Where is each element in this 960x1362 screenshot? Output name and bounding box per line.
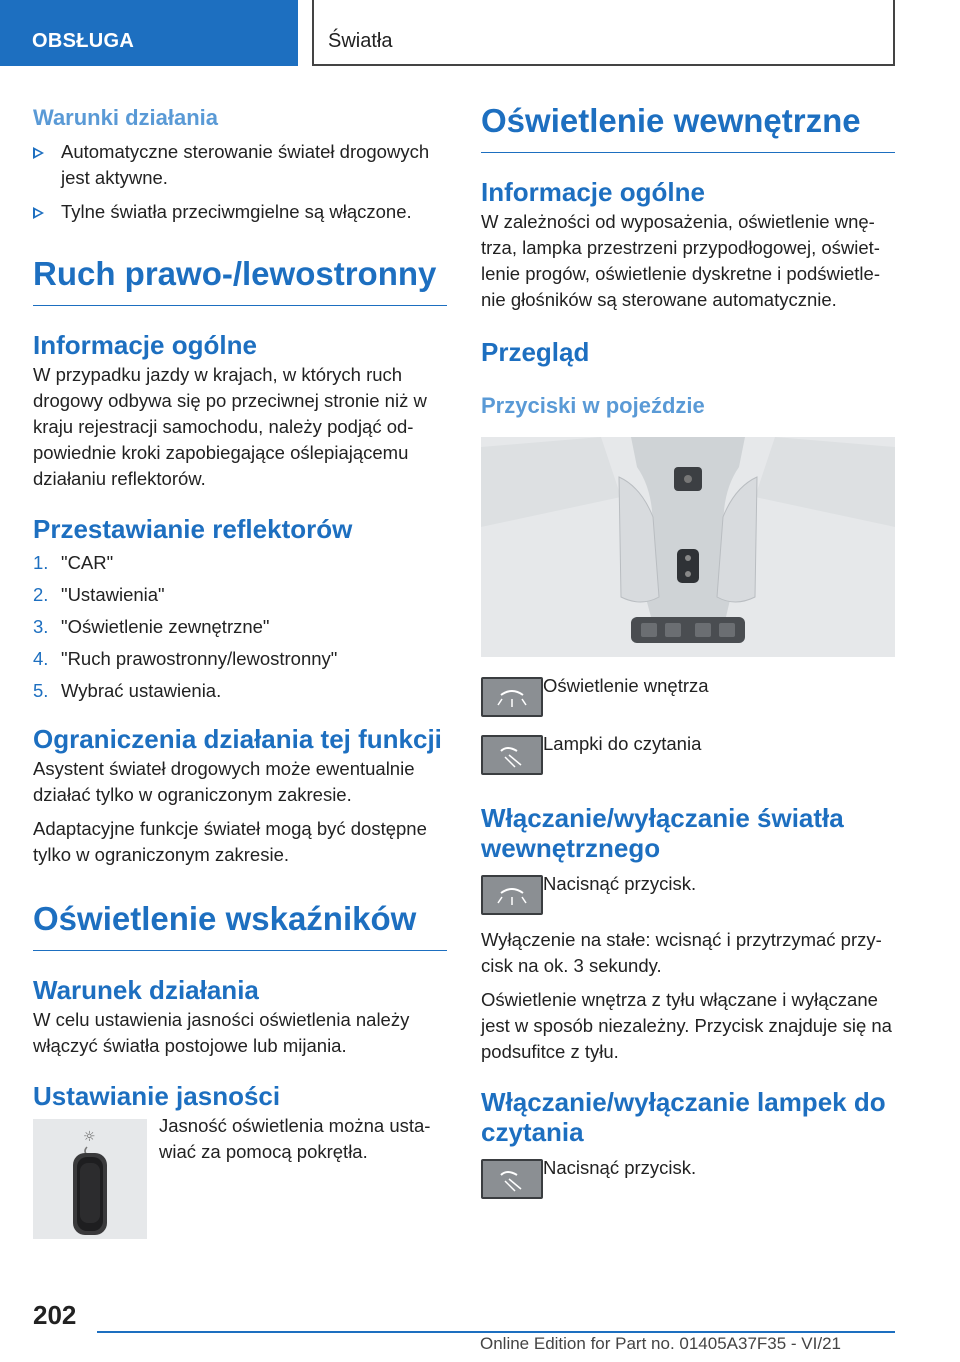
reading-lights-label: Lampki do czytania bbox=[543, 733, 702, 754]
right-column bbox=[481, 100, 895, 1199]
brightness-row bbox=[33, 1115, 447, 1239]
overhead-console-photo bbox=[481, 437, 895, 657]
left-column bbox=[33, 100, 447, 1239]
page-header bbox=[0, 0, 960, 66]
interior-light-icon bbox=[481, 677, 543, 717]
interior-general-heading: Informacje ogólne bbox=[481, 177, 705, 207]
brightness-heading: Ustawianie jasności bbox=[33, 1081, 281, 1111]
limits-heading: Ograniczenia działania tej funkcji bbox=[33, 724, 442, 754]
page-number: 202 bbox=[33, 1300, 77, 1330]
reading-light-icon bbox=[481, 735, 543, 775]
interior-light-label: Oświetlenie wnętrza bbox=[543, 675, 709, 696]
limits-text-1: Asystent świateł drogowych może ewentualnie działać tylko w ograniczonym zakresie. bbox=[33, 758, 415, 805]
reading-lights-row bbox=[481, 735, 895, 775]
brightness-text: Jasność oświetlenia można usta-wiać za pomocą pokrętła. bbox=[159, 1115, 431, 1162]
condition-text: W celu ustawienia jasności oświetlenia należy włączyć światła postojowe lub mijania. bbox=[33, 1009, 410, 1056]
triangle-bullet-icon bbox=[33, 147, 44, 159]
conditions-item: Tylne światła przeciwmgielne są włączone. bbox=[33, 199, 447, 225]
edition-text: Online Edition for Part no. 01405A37F35 - VI/21 bbox=[480, 1334, 842, 1353]
brightness-knob-image bbox=[33, 1119, 147, 1239]
limits-text-2: Adaptacyjne funkcje świateł mogą być dostępne tylko w ograniczonym zakresie. bbox=[33, 818, 427, 865]
general-info-text: W przypadku jazdy w krajach, w których ruch drogowy odbywa się po przeciwnej stronie niż w kraju rejestracji samochodu, należy podjąć od-powiednie kroki zapobiegające oślepiającemu działaniu reflektorów. bbox=[33, 364, 427, 489]
step-item: 2. "Ustawienia" bbox=[33, 584, 165, 605]
condition-heading: Warunek działania bbox=[33, 975, 259, 1005]
triangle-bullet-icon bbox=[33, 207, 44, 219]
dimmer-wheel-icon bbox=[33, 1119, 147, 1239]
chapter-title: Światła bbox=[312, 0, 895, 66]
conditions-item: Automatyczne sterowanie świateł drogowych jest aktywne. bbox=[33, 139, 447, 191]
interior-light-icon bbox=[481, 875, 543, 915]
step-item: 3. "Oświetlenie zewnętrzne" bbox=[33, 616, 270, 637]
conditions-heading: Warunki działania bbox=[33, 105, 219, 130]
headlight-adjust-heading: Przestawianie reflektorów bbox=[33, 514, 353, 544]
press-reading-row bbox=[481, 1159, 895, 1199]
toggle-reading-heading: Włączanie/wyłączanie lampek do czytania bbox=[481, 1087, 886, 1147]
reading-light-icon bbox=[481, 1159, 543, 1199]
general-info-heading: Informacje ogólne bbox=[33, 330, 257, 360]
buttons-heading: Przyciski w pojeździe bbox=[481, 393, 705, 418]
footer-divider bbox=[97, 1331, 895, 1333]
permanent-off-text: Wyłączenie na stałe: wcisnąć i przytrzymać przy-cisk na ok. 3 sekundy. bbox=[481, 929, 882, 976]
step-item: 4. "Ruch prawostronny/lewostronny" bbox=[33, 648, 338, 669]
headlight-steps bbox=[33, 550, 447, 704]
step-item: 5. Wybrać ustawienia. bbox=[33, 680, 222, 701]
interior-light-row bbox=[481, 677, 895, 717]
conditions-list bbox=[33, 139, 447, 225]
overview-heading: Przegląd bbox=[481, 337, 590, 367]
press-button-text: Nacisnąć przycisk. bbox=[543, 873, 697, 894]
interior-lighting-heading: Oświetlenie wewnętrzne bbox=[481, 102, 895, 153]
overhead-console-image bbox=[481, 437, 895, 657]
instrument-lighting-heading: Oświetlenie wskaźników bbox=[33, 900, 447, 951]
press-button-text-2: Nacisnąć przycisk. bbox=[543, 1157, 697, 1178]
step-item: 1. "CAR" bbox=[33, 552, 114, 573]
traffic-heading: Ruch prawo-/lewostronny bbox=[33, 255, 447, 306]
press-interior-row bbox=[481, 875, 895, 915]
section-tab: OBSŁUGA bbox=[0, 0, 298, 66]
rear-lights-text: Oświetlenie wnętrza z tyłu włączane i wyłączane jest w sposób niezależny. Przycisk znajduje się na podsufitce z tyłu. bbox=[481, 989, 892, 1062]
interior-general-text: W zależności od wyposażenia, oświetlenie wnę-trza, lampka przestrzeni przypodłogowej, oświet-lenie progów, oświetlenie dyskretne i podświetle-nie głośników są sterowane automatycznie. bbox=[481, 211, 880, 310]
toggle-interior-heading: Włączanie/wyłączanie światła wewnętrznego bbox=[481, 803, 844, 863]
svg-text:☼: ☼ bbox=[83, 1129, 96, 1145]
